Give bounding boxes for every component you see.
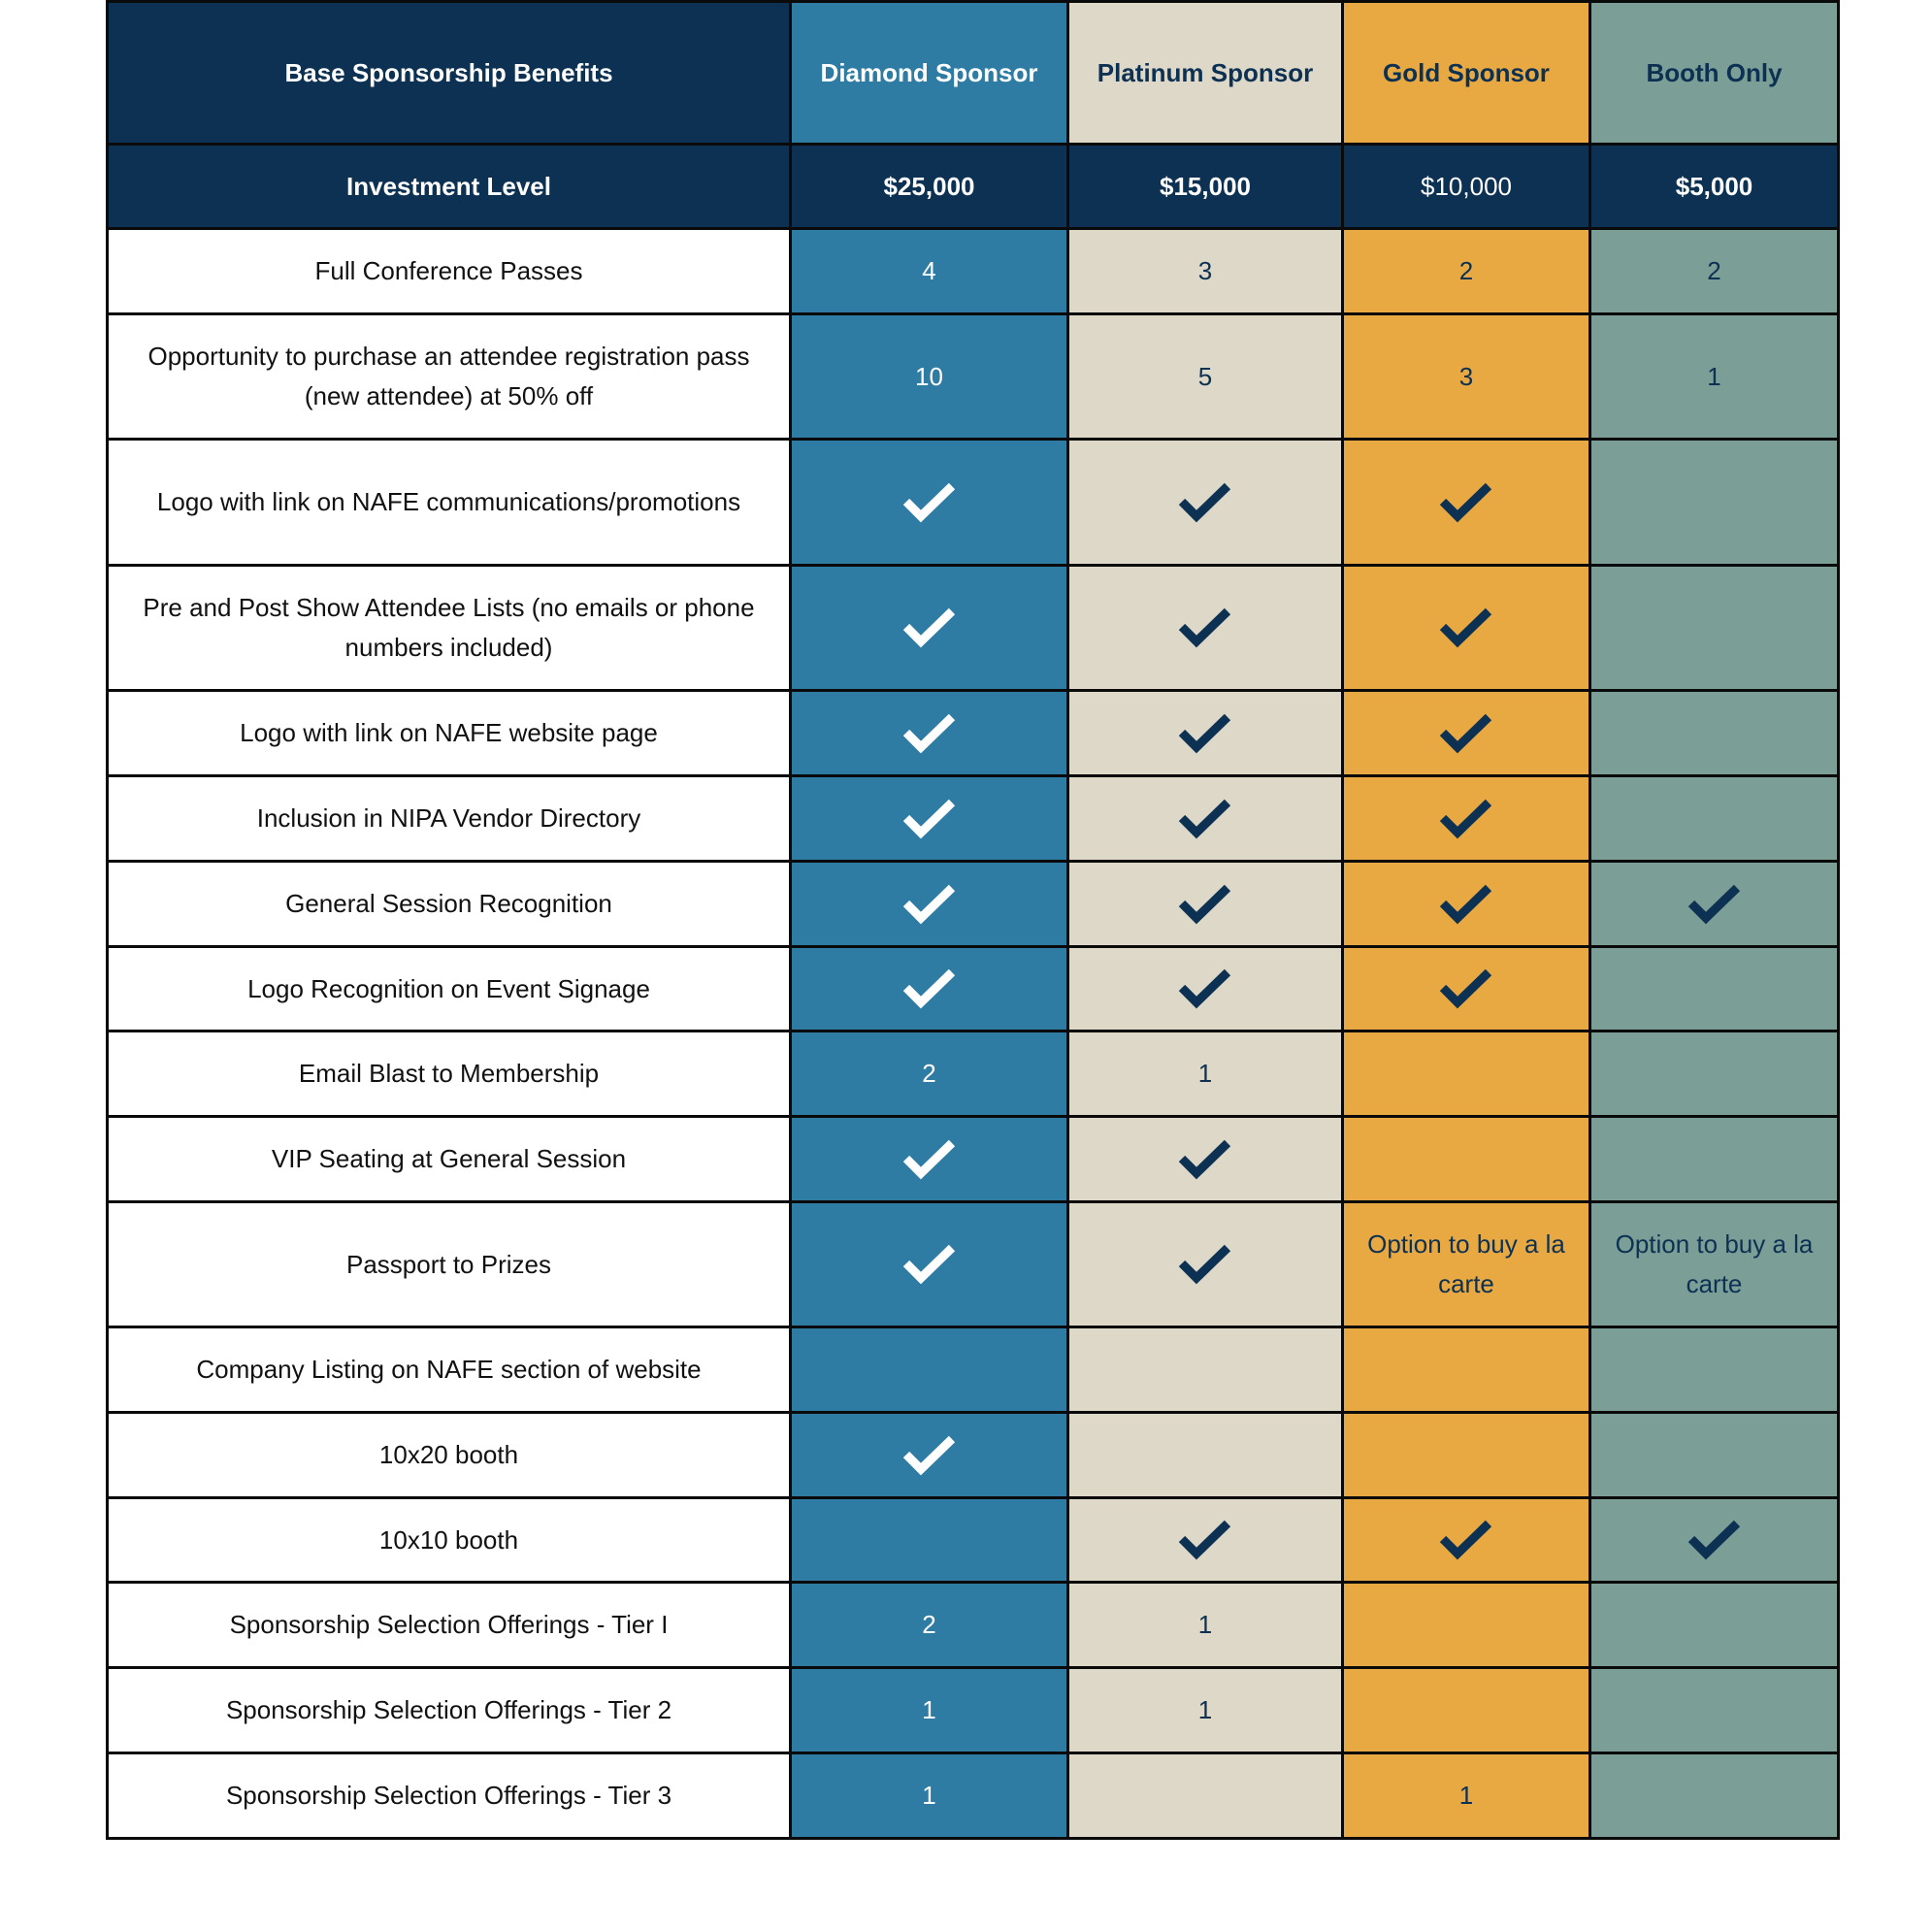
cell-booth-only bbox=[1590, 1117, 1839, 1202]
benefit-row bbox=[108, 1031, 1839, 1117]
sponsorship-benefits-table bbox=[106, 0, 1840, 1840]
cell-gold bbox=[1343, 1583, 1590, 1668]
check-icon bbox=[1438, 966, 1494, 1011]
cell-booth-only bbox=[1590, 1327, 1839, 1413]
cell-booth-only bbox=[1590, 1031, 1839, 1117]
investment-booth: $5,000 bbox=[1590, 145, 1839, 229]
cell-diamond bbox=[791, 1117, 1068, 1202]
check-icon bbox=[901, 1137, 958, 1182]
check-icon bbox=[1438, 480, 1494, 525]
check-icon bbox=[901, 606, 958, 650]
cell-booth-only: 2 bbox=[1590, 229, 1839, 314]
cell-gold bbox=[1343, 1327, 1590, 1413]
benefit-label: VIP Seating at General Session bbox=[108, 1117, 791, 1202]
check-icon bbox=[1177, 480, 1233, 525]
cell-gold: 1 bbox=[1343, 1753, 1590, 1839]
cell-diamond bbox=[791, 440, 1068, 566]
cell-diamond bbox=[791, 1202, 1068, 1327]
cell-gold bbox=[1343, 1413, 1590, 1498]
benefit-row bbox=[108, 1583, 1839, 1668]
cell-platinum: 1 bbox=[1068, 1668, 1343, 1753]
check-icon bbox=[1177, 606, 1233, 650]
header-diamond-sponsor: Diamond Sponsor bbox=[791, 2, 1068, 145]
cell-diamond bbox=[791, 1327, 1068, 1413]
cell-diamond bbox=[791, 1498, 1068, 1583]
benefit-label: Logo with link on NAFE communications/promotions bbox=[108, 440, 791, 566]
cell-platinum: 5 bbox=[1068, 314, 1343, 440]
benefit-label: Company Listing on NAFE section of website bbox=[108, 1327, 791, 1413]
benefit-label: Passport to Prizes bbox=[108, 1202, 791, 1327]
check-icon bbox=[1177, 1518, 1233, 1562]
cell-gold: 3 bbox=[1343, 314, 1590, 440]
benefit-row bbox=[108, 314, 1839, 440]
cell-platinum bbox=[1068, 776, 1343, 862]
cell-booth-only bbox=[1590, 1668, 1839, 1753]
cell-gold bbox=[1343, 862, 1590, 947]
cell-booth-only bbox=[1590, 440, 1839, 566]
benefit-label: Full Conference Passes bbox=[108, 229, 791, 314]
benefit-label: Inclusion in NIPA Vendor Directory bbox=[108, 776, 791, 862]
check-icon bbox=[901, 882, 958, 927]
benefit-row bbox=[108, 229, 1839, 314]
cell-platinum bbox=[1068, 566, 1343, 691]
cell-gold bbox=[1343, 440, 1590, 566]
cell-diamond: 10 bbox=[791, 314, 1068, 440]
cell-platinum bbox=[1068, 1117, 1343, 1202]
check-icon bbox=[1177, 1242, 1233, 1287]
benefit-row bbox=[108, 691, 1839, 776]
cell-diamond bbox=[791, 862, 1068, 947]
cell-gold bbox=[1343, 1498, 1590, 1583]
check-icon bbox=[901, 966, 958, 1011]
check-icon bbox=[901, 1433, 958, 1478]
check-icon bbox=[901, 480, 958, 525]
check-icon bbox=[1686, 1518, 1743, 1562]
benefit-row bbox=[108, 776, 1839, 862]
header-benefits: Base Sponsorship Benefits bbox=[108, 2, 791, 145]
cell-platinum: 1 bbox=[1068, 1583, 1343, 1668]
check-icon bbox=[1177, 797, 1233, 841]
check-icon bbox=[1438, 711, 1494, 756]
benefit-label: Email Blast to Membership bbox=[108, 1031, 791, 1117]
benefit-label: General Session Recognition bbox=[108, 862, 791, 947]
cell-diamond: 1 bbox=[791, 1668, 1068, 1753]
check-icon bbox=[901, 711, 958, 756]
cell-booth-only bbox=[1590, 691, 1839, 776]
benefit-row bbox=[108, 566, 1839, 691]
benefit-label: 10x20 booth bbox=[108, 1413, 791, 1498]
cell-platinum bbox=[1068, 1498, 1343, 1583]
benefit-label: Logo with link on NAFE website page bbox=[108, 691, 791, 776]
header-gold-sponsor: Gold Sponsor bbox=[1343, 2, 1590, 145]
check-icon bbox=[1177, 711, 1233, 756]
benefit-label: Sponsorship Selection Offerings - Tier 3 bbox=[108, 1753, 791, 1839]
benefit-row bbox=[108, 1498, 1839, 1583]
cell-platinum bbox=[1068, 1327, 1343, 1413]
cell-platinum: 1 bbox=[1068, 1031, 1343, 1117]
cell-booth-only bbox=[1590, 1413, 1839, 1498]
investment-level-row bbox=[108, 145, 1839, 229]
cell-diamond: 1 bbox=[791, 1753, 1068, 1839]
check-icon bbox=[1438, 1518, 1494, 1562]
cell-platinum bbox=[1068, 1202, 1343, 1327]
header-platinum-sponsor: Platinum Sponsor bbox=[1068, 2, 1343, 145]
header-booth-only: Booth Only bbox=[1590, 2, 1839, 145]
cell-booth-only bbox=[1590, 566, 1839, 691]
benefit-row bbox=[108, 1117, 1839, 1202]
investment-level-label: Investment Level bbox=[108, 145, 791, 229]
cell-platinum bbox=[1068, 691, 1343, 776]
cell-diamond bbox=[791, 691, 1068, 776]
cell-gold bbox=[1343, 566, 1590, 691]
cell-diamond: 2 bbox=[791, 1583, 1068, 1668]
cell-platinum bbox=[1068, 1753, 1343, 1839]
cell-gold: 2 bbox=[1343, 229, 1590, 314]
benefit-row bbox=[108, 1753, 1839, 1839]
cell-booth-only: Option to buy a la carte bbox=[1590, 1202, 1839, 1327]
cell-gold: Option to buy a la carte bbox=[1343, 1202, 1590, 1327]
benefit-row bbox=[108, 947, 1839, 1031]
check-icon bbox=[1177, 882, 1233, 927]
benefit-row bbox=[108, 1327, 1839, 1413]
cell-platinum bbox=[1068, 947, 1343, 1031]
check-icon bbox=[1177, 966, 1233, 1011]
cell-gold bbox=[1343, 776, 1590, 862]
check-icon bbox=[1438, 606, 1494, 650]
cell-platinum bbox=[1068, 1413, 1343, 1498]
check-icon bbox=[1438, 882, 1494, 927]
benefit-label: Sponsorship Selection Offerings - Tier 2 bbox=[108, 1668, 791, 1753]
cell-gold bbox=[1343, 1117, 1590, 1202]
cell-platinum bbox=[1068, 862, 1343, 947]
cell-diamond bbox=[791, 776, 1068, 862]
check-icon bbox=[901, 1242, 958, 1287]
investment-platinum: $15,000 bbox=[1068, 145, 1343, 229]
investment-diamond: $25,000 bbox=[791, 145, 1068, 229]
benefit-row bbox=[108, 862, 1839, 947]
cell-diamond: 2 bbox=[791, 1031, 1068, 1117]
cell-diamond bbox=[791, 1413, 1068, 1498]
header-row bbox=[108, 2, 1839, 145]
check-icon bbox=[1177, 1137, 1233, 1182]
cell-booth-only bbox=[1590, 862, 1839, 947]
cell-gold bbox=[1343, 691, 1590, 776]
benefit-label: Pre and Post Show Attendee Lists (no emails or phone numbers included) bbox=[108, 566, 791, 691]
benefit-label: Sponsorship Selection Offerings - Tier I bbox=[108, 1583, 791, 1668]
benefit-label: Opportunity to purchase an attendee registration pass (new attendee) at 50% off bbox=[108, 314, 791, 440]
cell-gold bbox=[1343, 1668, 1590, 1753]
cell-platinum: 3 bbox=[1068, 229, 1343, 314]
cell-platinum bbox=[1068, 440, 1343, 566]
cell-gold bbox=[1343, 947, 1590, 1031]
cell-booth-only bbox=[1590, 947, 1839, 1031]
benefit-row bbox=[108, 1413, 1839, 1498]
cell-diamond bbox=[791, 947, 1068, 1031]
benefit-row bbox=[108, 440, 1839, 566]
cell-booth-only bbox=[1590, 1583, 1839, 1668]
cell-booth-only bbox=[1590, 776, 1839, 862]
benefit-row bbox=[108, 1202, 1839, 1327]
check-icon bbox=[901, 797, 958, 841]
cell-booth-only bbox=[1590, 1753, 1839, 1839]
check-icon bbox=[1438, 797, 1494, 841]
cell-booth-only bbox=[1590, 1498, 1839, 1583]
benefit-label: Logo Recognition on Event Signage bbox=[108, 947, 791, 1031]
investment-gold: $10,000 bbox=[1343, 145, 1590, 229]
cell-booth-only: 1 bbox=[1590, 314, 1839, 440]
check-icon bbox=[1686, 882, 1743, 927]
benefit-label: 10x10 booth bbox=[108, 1498, 791, 1583]
cell-gold bbox=[1343, 1031, 1590, 1117]
cell-diamond: 4 bbox=[791, 229, 1068, 314]
benefit-row bbox=[108, 1668, 1839, 1753]
cell-diamond bbox=[791, 566, 1068, 691]
